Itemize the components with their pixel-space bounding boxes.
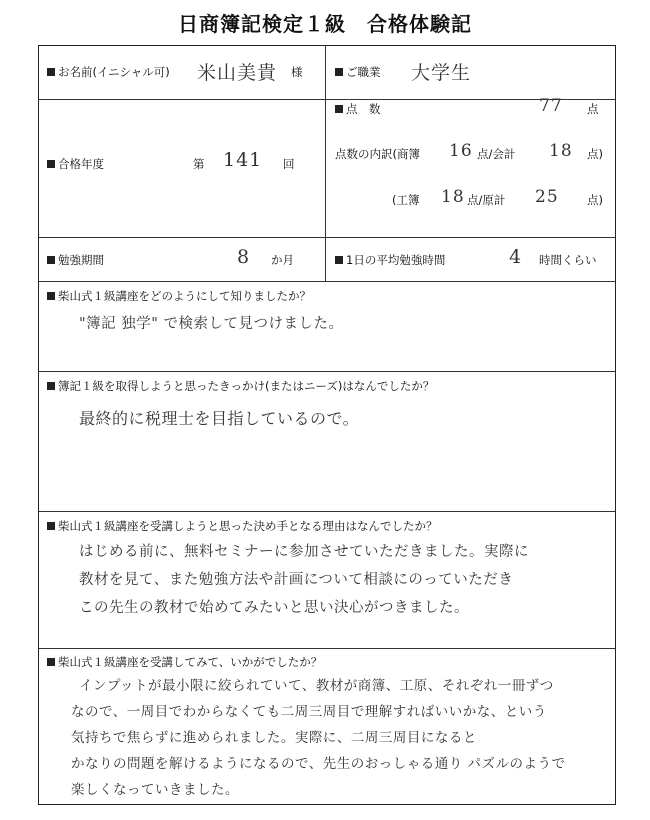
pass-year-label: 合格年度 bbox=[47, 156, 104, 172]
page-title: 日商簿記検定１級 合格体験記 bbox=[178, 12, 472, 36]
study-period-suffix: か月 bbox=[271, 253, 294, 267]
pass-year-prefix: 第 bbox=[193, 157, 205, 171]
kobo-label: (工簿 bbox=[392, 193, 420, 207]
row-divider bbox=[39, 237, 615, 238]
q2-answer: 最終的に税理士を目指しているので。 bbox=[79, 409, 360, 428]
row-divider bbox=[39, 281, 615, 282]
shobo-score: 16 bbox=[449, 141, 473, 161]
score-unit: 点 bbox=[587, 102, 599, 116]
breakdown-close-2: 点) bbox=[587, 193, 603, 207]
square-bullet-icon bbox=[47, 658, 55, 666]
q4-answer-line: インプットが最小限に絞られていて、教材が商簿、工原、それぞれ一冊ずつ bbox=[79, 678, 554, 694]
study-period-value: 8 bbox=[237, 246, 251, 268]
row-divider bbox=[39, 511, 615, 512]
square-bullet-icon bbox=[47, 160, 55, 168]
experience-form bbox=[38, 45, 616, 805]
daily-time-value: 4 bbox=[509, 246, 523, 268]
daily-time-label: 1日の平均勉強時間 bbox=[335, 252, 445, 268]
genka-score: 25 bbox=[535, 187, 559, 207]
square-bullet-icon bbox=[47, 292, 55, 300]
score-breakdown-label: 点数の内訳(商簿 bbox=[335, 147, 420, 161]
q4-answer-line: なので、一周目でわからなくても二周三周目で理解すればいいかな、という bbox=[71, 704, 547, 720]
occupation-value: 大学生 bbox=[411, 62, 472, 84]
kaikei-unit: 点/会計 bbox=[477, 147, 516, 161]
score-label: 点 数 bbox=[335, 101, 381, 117]
occupation-label: ご職業 bbox=[335, 64, 381, 80]
row-divider bbox=[39, 99, 615, 100]
daily-time-suffix: 時間くらい bbox=[539, 253, 597, 267]
square-bullet-icon bbox=[47, 382, 55, 390]
square-bullet-icon bbox=[335, 105, 343, 113]
q3-answer-line: 教材を見て、また勉強方法や計画について相談にのっていただき bbox=[79, 572, 514, 588]
row-divider bbox=[39, 648, 615, 649]
q4-answer-line: 楽しくなっていきました。 bbox=[71, 782, 239, 798]
study-period-label: 勉強期間 bbox=[47, 252, 104, 268]
name-label: お名前(イニシャル可) bbox=[47, 64, 170, 80]
column-divider bbox=[325, 46, 326, 281]
q1-answer: "簿記 独学" で検索して見つけました。 bbox=[79, 316, 344, 332]
q4-answer-line: かなりの問題を解けるようになるので、先生のおっしゃる通り パズルのようで bbox=[71, 756, 566, 772]
q3-question: 柴山式１級講座を受講しようと思った決め手となる理由はなんでしたか？ bbox=[47, 518, 438, 534]
kaikei-score: 18 bbox=[549, 141, 573, 161]
q1-question: 柴山式１級講座をどのようにして知りましたか？ bbox=[47, 288, 311, 304]
row-divider bbox=[39, 371, 615, 372]
pass-year-value: 141 bbox=[223, 149, 263, 171]
square-bullet-icon bbox=[335, 256, 343, 264]
square-bullet-icon bbox=[47, 68, 55, 76]
q4-question: 柴山式１級講座を受講してみて、いかがでしたか？ bbox=[47, 654, 322, 670]
genka-unit: 点/原計 bbox=[467, 193, 506, 207]
name-suffix: 様 bbox=[291, 65, 303, 79]
square-bullet-icon bbox=[47, 522, 55, 530]
q2-question: 簿記１級を取得しようと思ったきっかけ(またはニーズ)はなんでしたか？ bbox=[47, 378, 434, 394]
q3-answer-line: この先生の教材で始めてみたいと思い決心がつきました。 bbox=[79, 600, 469, 616]
square-bullet-icon bbox=[47, 256, 55, 264]
kobo-score: 18 bbox=[441, 187, 465, 207]
pass-year-suffix: 回 bbox=[283, 157, 295, 171]
breakdown-close-1: 点) bbox=[587, 147, 603, 161]
q3-answer-line: はじめる前に、無料セミナーに参加させていただきました。実際に bbox=[79, 544, 529, 560]
name-value: 米山美貴 bbox=[197, 62, 278, 84]
q4-answer-line: 気持ちで焦らずに進められました。実際に、二周三周目になると bbox=[71, 730, 477, 746]
score-value: 77 bbox=[539, 96, 563, 116]
square-bullet-icon bbox=[335, 68, 343, 76]
